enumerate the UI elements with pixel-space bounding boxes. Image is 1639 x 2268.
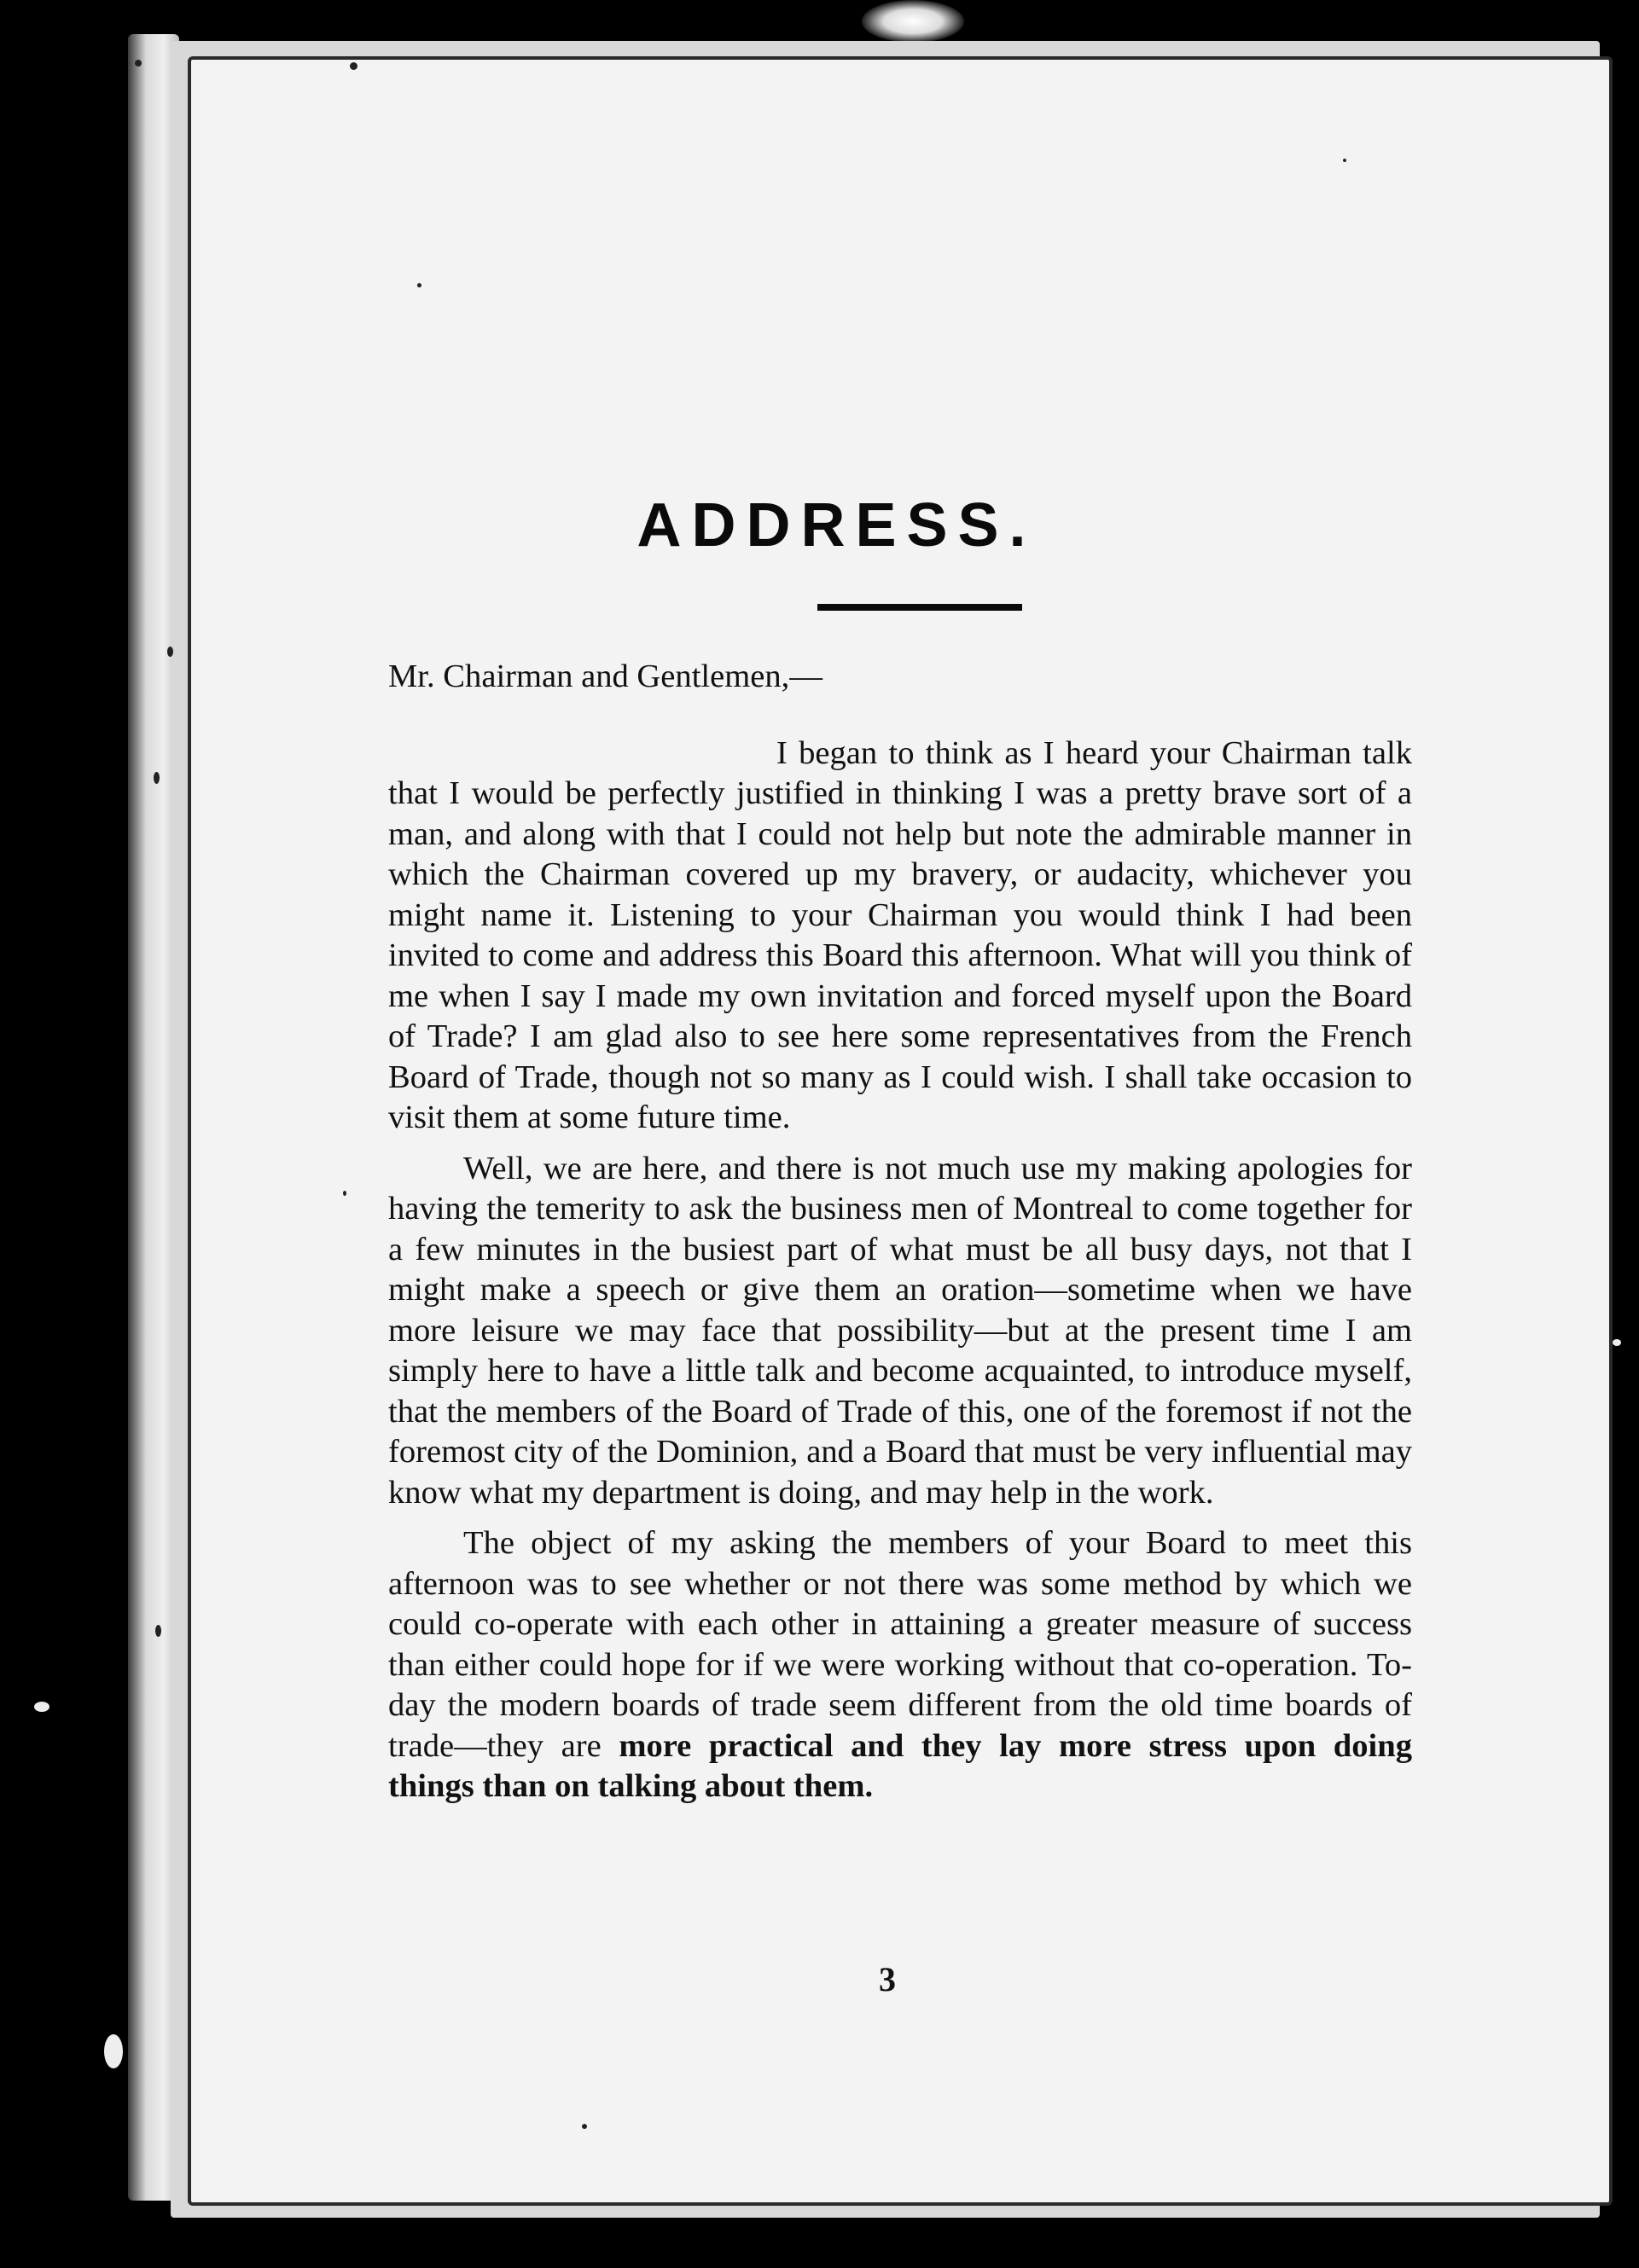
page-speck [343,1191,346,1196]
paragraph [388,1523,1412,1807]
paragraph-text: The object of my asking the members of your Board to meet this afternoon was to see whether or not there was some method by which we could co-operate with each other in attaining a greater measure of success than either could hope for if we were working without that co-operation. To-day the modern boards of trade seem different from the old time boards of trade—they are [388,1525,1412,1764]
scan-speck [135,60,142,67]
title-rule [817,604,1022,611]
page-speck [417,283,421,287]
page-speck [582,2124,587,2129]
body-text [388,657,1412,1807]
paragraph: I began to think as I heard your Chairman talk that I would be perfectly justified in thinking I was a pretty brave sort of a man, and along with that I could not help but note the admirable manner in which the Chairman covered up my bravery, or audacity, whichever you might name it. Listening to your Chairman you would think I had been invited to come and address this Board this afternoon. What will you think of me when I say I made my own invitation and forced myself upon the Board of Trade? I am glad also to see here some representatives from the French Board of Trade, though not so many as I could wish. I shall take occasion to visit them at some future time. [388,734,1412,1135]
scan-speck [34,1702,49,1712]
scan-glare [862,0,964,43]
page-speck [350,62,357,70]
scan-speck [1613,1339,1621,1346]
paragraph-bold-tail: more practical and they lay more stress upon doing things than on talking about them. [388,1727,1412,1804]
scan-speck [155,1625,161,1637]
page-number: 3 [879,1960,896,1998]
salutation: Mr. Chairman and Gentlemen,— [388,658,822,694]
scan-speck [104,2034,123,2068]
scan-speck [167,647,173,657]
paragraph: Well, we are here, and there is not much use my making apologies for having the temerity to ask the business men of Montreal to come together for a few minutes in the busiest part of what must be all busy days, not that I might make a speech or give them an oration—sometime when we have more leisure we may face that possibility—but at the present time I am simply here to have a little talk and become acquainted, to introduce myself, that the members of the Board of Trade of this, one of the foremost if not the foremost city of the Dominion, and a Board that must be very influential may know what my department is doing, and may help in the work. [388,1150,1412,1511]
page-speck [1343,159,1346,162]
page-title: ADDRESS. [636,491,1037,560]
scan-speck [154,772,160,784]
